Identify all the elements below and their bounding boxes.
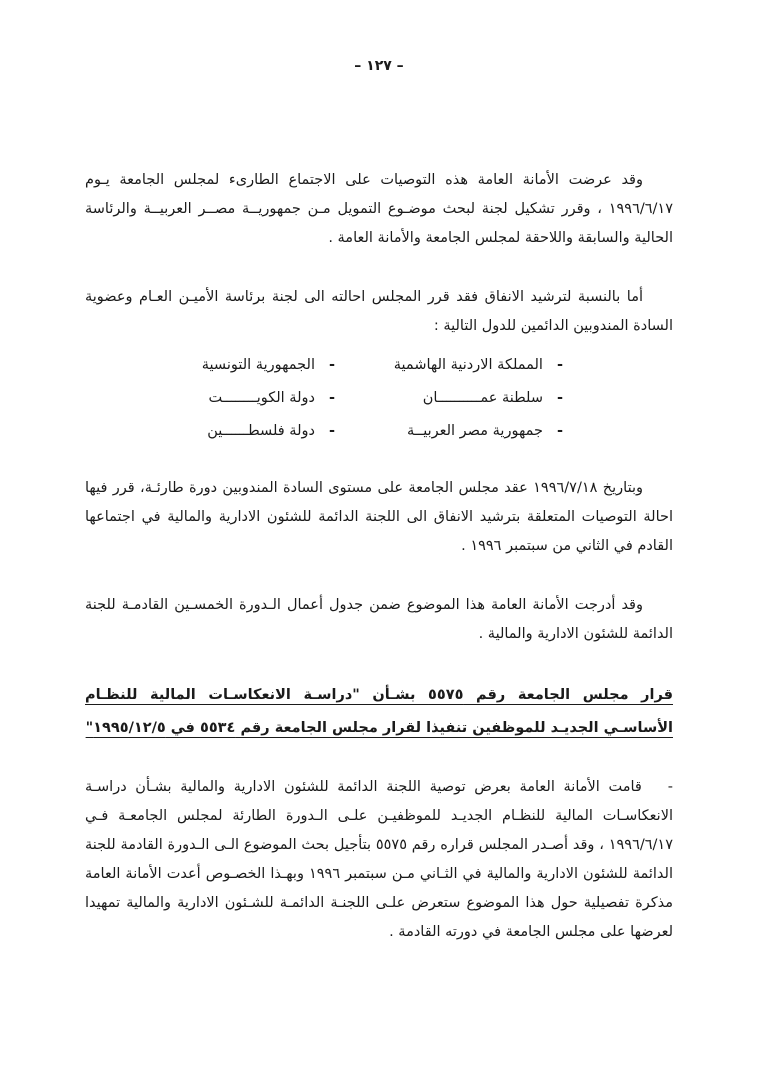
page-number: – ١٢٧ – <box>354 58 404 74</box>
dash-bullet: - <box>328 423 335 439</box>
member-states-list <box>85 349 673 448</box>
list-row <box>85 382 563 415</box>
paragraph-rationalization-committee: أما بالنسبة لترشيد الانفاق فقد قرر المجلس احالته الى لجنة برئاسة الأميـن العـام وعضوية السادة المندوبين الدائمين للدول التالية : <box>85 289 673 334</box>
paragraph-emergency-session: وبتاريخ ١٩٩٦/٧/١٨ عقد مجلس الجامعة على مستوى السادة المندوبين دورة طارئـة، قرر فيها احالة التوصيات المتعلقة بترشيد الانفاق الى اللجنة الدائمة للشئون الادارية والمالية في اجتماعها القادم في الثاني من سبتمبر ١٩٩٦ . <box>85 480 673 554</box>
country-name: المملكة الاردنية الهاشمية <box>393 357 543 373</box>
list-cell <box>335 382 563 415</box>
dash-bullet: - <box>556 390 563 406</box>
country-name: جمهورية مصر العربيــة <box>406 423 543 439</box>
document-content <box>85 166 673 977</box>
paragraph-decision-details: - قامت الأمانة العامة بعرض توصية اللجنة الدائمة للشئون الادارية والمالية بشـأن دراسـة الانعكاسـات المالية للنظـام الجديـد للموظفيـن علـى الـدورة الطارئة لمجلس الجامعـة فـي ١٩٩٦/٦/١٧ ، وقد أصـدر المجلس قراره رقم ٥٥٧٥ بتأجيل بحث الموضوع الـى الـدورة القادمة للجنة الدائمة للشئون الادارية والمالية في الثـاني مـن سبتمبر ١٩٩٦ وبهـذا الخصـوص أعدت الأمانة العامة مذكرة تفصيلية حول هذا الموضوع ستعرض علـى اللجنـة الدائمـة للشـئون الادارية والمالية تمهيدا لعرضها على مجلس الجامعة في دورته القادمة . <box>85 779 674 940</box>
list-row <box>85 415 563 448</box>
paragraph-agenda-item: وقد أدرجت الأمانة العامة هذا الموضوع ضمن جدول أعمال الـدورة الخمسـين القادمـة للجنة الدائمة للشئون الادارية والمالية . <box>85 597 673 642</box>
country-name: دولة فلسطــــــين <box>207 423 315 439</box>
country-name: الجمهورية التونسية <box>201 357 315 373</box>
list-cell <box>335 349 563 382</box>
list-cell <box>209 382 336 415</box>
dash-bullet: - <box>556 357 563 373</box>
decision-heading: قرار مجلس الجامعة رقم ٥٥٧٥ بشـأن "دراسـة الانعكاسـات المالية للنظـام الأساسـي الجديـد للموظفين تنفيذا لقرار مجلس الجامعة رقم ٥٥٣٤ في ١٩٩٥/١٢/٥" <box>85 687 673 736</box>
list-row <box>85 349 563 382</box>
dash-bullet: - <box>556 423 563 439</box>
list-cell <box>202 349 335 382</box>
dash-bullet: - <box>328 357 335 373</box>
paragraph-recommendations: وقد عرضت الأمانة العامة هذه التوصيات على الاجتماع الطارىء لمجلس الجامعة يـوم ١٩٩٦/٦/١٧ ، وقرر تشكيل لجنة لبحث موضـوع التمويل مـن جمهوريــة مصــر العربيــة والرئاسة الحالية والسابقة واللاحقة لمجلس الجامعة والأمانة العامة . <box>85 172 673 246</box>
list-cell <box>335 415 563 448</box>
dash-bullet: - <box>328 390 335 406</box>
country-name: دولة الكويــــــــت <box>208 390 315 406</box>
list-cell <box>207 415 335 448</box>
country-name: سلطنة عمــــــــــان <box>422 390 543 406</box>
